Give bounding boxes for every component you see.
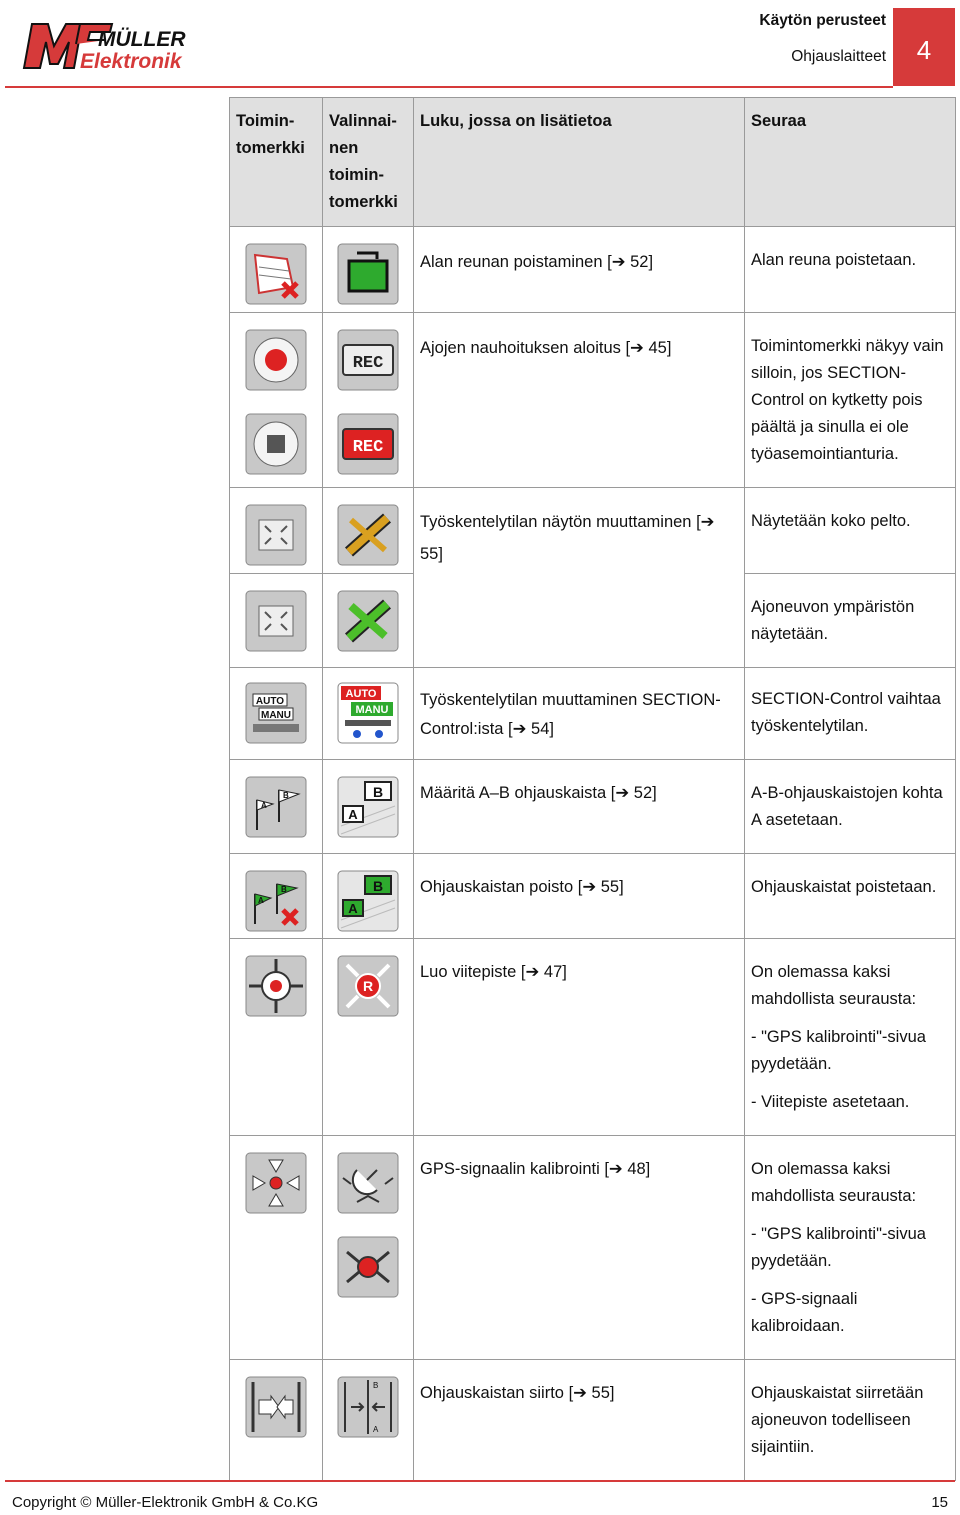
vehicle-surroundings-icon <box>337 590 399 652</box>
result-text: On olemassa kaksi mahdollista seurausta: <box>751 963 917 1008</box>
record-start-icon <box>245 329 307 391</box>
rec-on-icon <box>337 413 399 475</box>
chapter-cell: Työskentelytilan näytön muuttaminen [➔ 55] <box>414 488 745 668</box>
column-header-optional-icon: Valinnai-nen toimin-tomerkki <box>323 98 414 227</box>
chapter-cell: Alan reunan poistaminen [➔ 52] <box>414 227 745 313</box>
table-row <box>230 854 956 939</box>
delete-guidance-icon <box>245 870 307 932</box>
reference-point-icon <box>245 955 307 1017</box>
header-title: Käytön perusteet <box>759 12 886 29</box>
reference-point-r-icon <box>337 955 399 1017</box>
chapter-cell: Työskentelytilan muuttaminen SECTION-Control:ista [➔ 54] <box>414 668 745 760</box>
gps-calibrate-active-icon <box>337 1236 399 1298</box>
svg-text:MANU: MANU <box>355 704 389 716</box>
result-text: On olemassa kaksi mahdollista seurausta: <box>751 1160 917 1205</box>
section-control-mode-icon <box>337 682 399 744</box>
result-text: Näytetään koko pelto. <box>751 512 911 530</box>
column-header-result: Seuraa <box>745 98 956 227</box>
table-row <box>230 227 956 313</box>
table-row <box>230 1136 956 1360</box>
result-text: Ohjauskaistat poistetaan. <box>751 878 937 896</box>
svg-text:A: A <box>261 801 267 810</box>
svg-text:A: A <box>348 901 358 916</box>
ab-flags-icon <box>245 776 307 838</box>
chapter-cell: Määritä A–B ohjauskaista [➔ 52] <box>414 760 745 854</box>
table-header-row <box>230 98 956 227</box>
ab-line-flags-icon <box>337 776 399 838</box>
svg-text:B: B <box>283 791 289 800</box>
column-header-chapter: Luku, jossa on lisätietoa <box>414 98 745 227</box>
page-number: 15 <box>931 1494 948 1511</box>
chapter-number: 4 <box>893 8 955 86</box>
svg-text:Elektronik: Elektronik <box>80 50 182 73</box>
chapter-cell: Ajojen nauhoituksen aloitus [➔ 45] <box>414 313 745 488</box>
chapter-cell: Ohjauskaistan siirto [➔ 55] <box>414 1360 745 1481</box>
table-row <box>230 488 956 574</box>
svg-text:B: B <box>281 885 287 894</box>
svg-text:R: R <box>362 978 374 994</box>
svg-text:A: A <box>373 1425 379 1434</box>
full-field-arrows-icon <box>337 504 399 566</box>
view-vehicle-icon <box>245 590 307 652</box>
rec-off-icon <box>337 329 399 391</box>
table-row <box>230 760 956 854</box>
footer-divider <box>5 1480 955 1482</box>
column-header-function-icon: Toimin-tomerkki <box>230 98 323 227</box>
svg-text:MANU: MANU <box>261 710 291 721</box>
svg-text:B: B <box>372 784 384 800</box>
function-icon-table <box>229 97 956 1481</box>
svg-text:B: B <box>372 878 384 894</box>
result-text: Ajoneuvon ympäristön näytetään. <box>751 598 915 643</box>
result-text: - Viitepiste asetetaan. <box>751 1093 910 1111</box>
svg-text:B: B <box>373 1381 379 1390</box>
guidance-lines-green-icon <box>337 870 399 932</box>
field-border-icon <box>337 243 399 305</box>
chapter-cell: Ohjauskaistan poisto [➔ 55] <box>414 854 745 939</box>
table-row <box>230 668 956 760</box>
result-text: Alan reuna poistetaan. <box>751 251 917 269</box>
result-text: - "GPS kalibrointi"-sivua pyydetään. <box>751 1028 926 1073</box>
record-stop-icon <box>245 413 307 475</box>
svg-text:AUTO: AUTO <box>345 688 377 700</box>
shift-guidance-icon <box>245 1376 307 1438</box>
shift-ab-line-icon <box>337 1376 399 1438</box>
auto-manu-icon <box>245 682 307 744</box>
view-full-field-icon <box>245 504 307 566</box>
result-text: Ohjauskaistat siirretään ajoneuvon todelliseen sijaintiin. <box>751 1384 924 1456</box>
svg-text:A: A <box>258 896 264 905</box>
chapter-cell: Luo viitepiste [➔ 47] <box>414 939 745 1136</box>
result-text: - GPS-signaali kalibroidaan. <box>751 1290 858 1335</box>
copyright-text: Copyright © Müller-Elektronik GmbH & Co.KG <box>12 1494 319 1511</box>
table-row <box>230 313 956 488</box>
result-text: - "GPS kalibrointi"-sivua pyydetään. <box>751 1225 926 1270</box>
gps-calibration-icon <box>245 1152 307 1214</box>
table-row <box>230 939 956 1136</box>
chapter-cell: GPS-signaalin kalibrointi [➔ 48] <box>414 1136 745 1360</box>
header-divider <box>5 86 893 88</box>
result-text: SECTION-Control vaihtaa työskentelytilan. <box>751 690 941 735</box>
satellite-dish-icon <box>337 1152 399 1214</box>
header-subtitle: Ohjauslaitteet <box>791 48 886 65</box>
svg-text:REC: REC <box>352 354 384 373</box>
svg-text:MÜLLER: MÜLLER <box>98 28 186 51</box>
delete-field-border-icon <box>245 243 307 305</box>
svg-text:AUTO: AUTO <box>255 696 285 707</box>
company-logo <box>20 14 230 76</box>
result-text: A-B-ohjauskaistojen kohta A asetetaan. <box>751 784 943 829</box>
result-text: Toimintomerkki näkyy vain silloin, jos SECTION-Control on kytketty pois päältä ja sinulla ei ole työasemointianturia. <box>751 337 944 463</box>
svg-text:A: A <box>348 807 358 822</box>
svg-text:REC: REC <box>352 438 384 457</box>
table-row <box>230 1360 956 1481</box>
